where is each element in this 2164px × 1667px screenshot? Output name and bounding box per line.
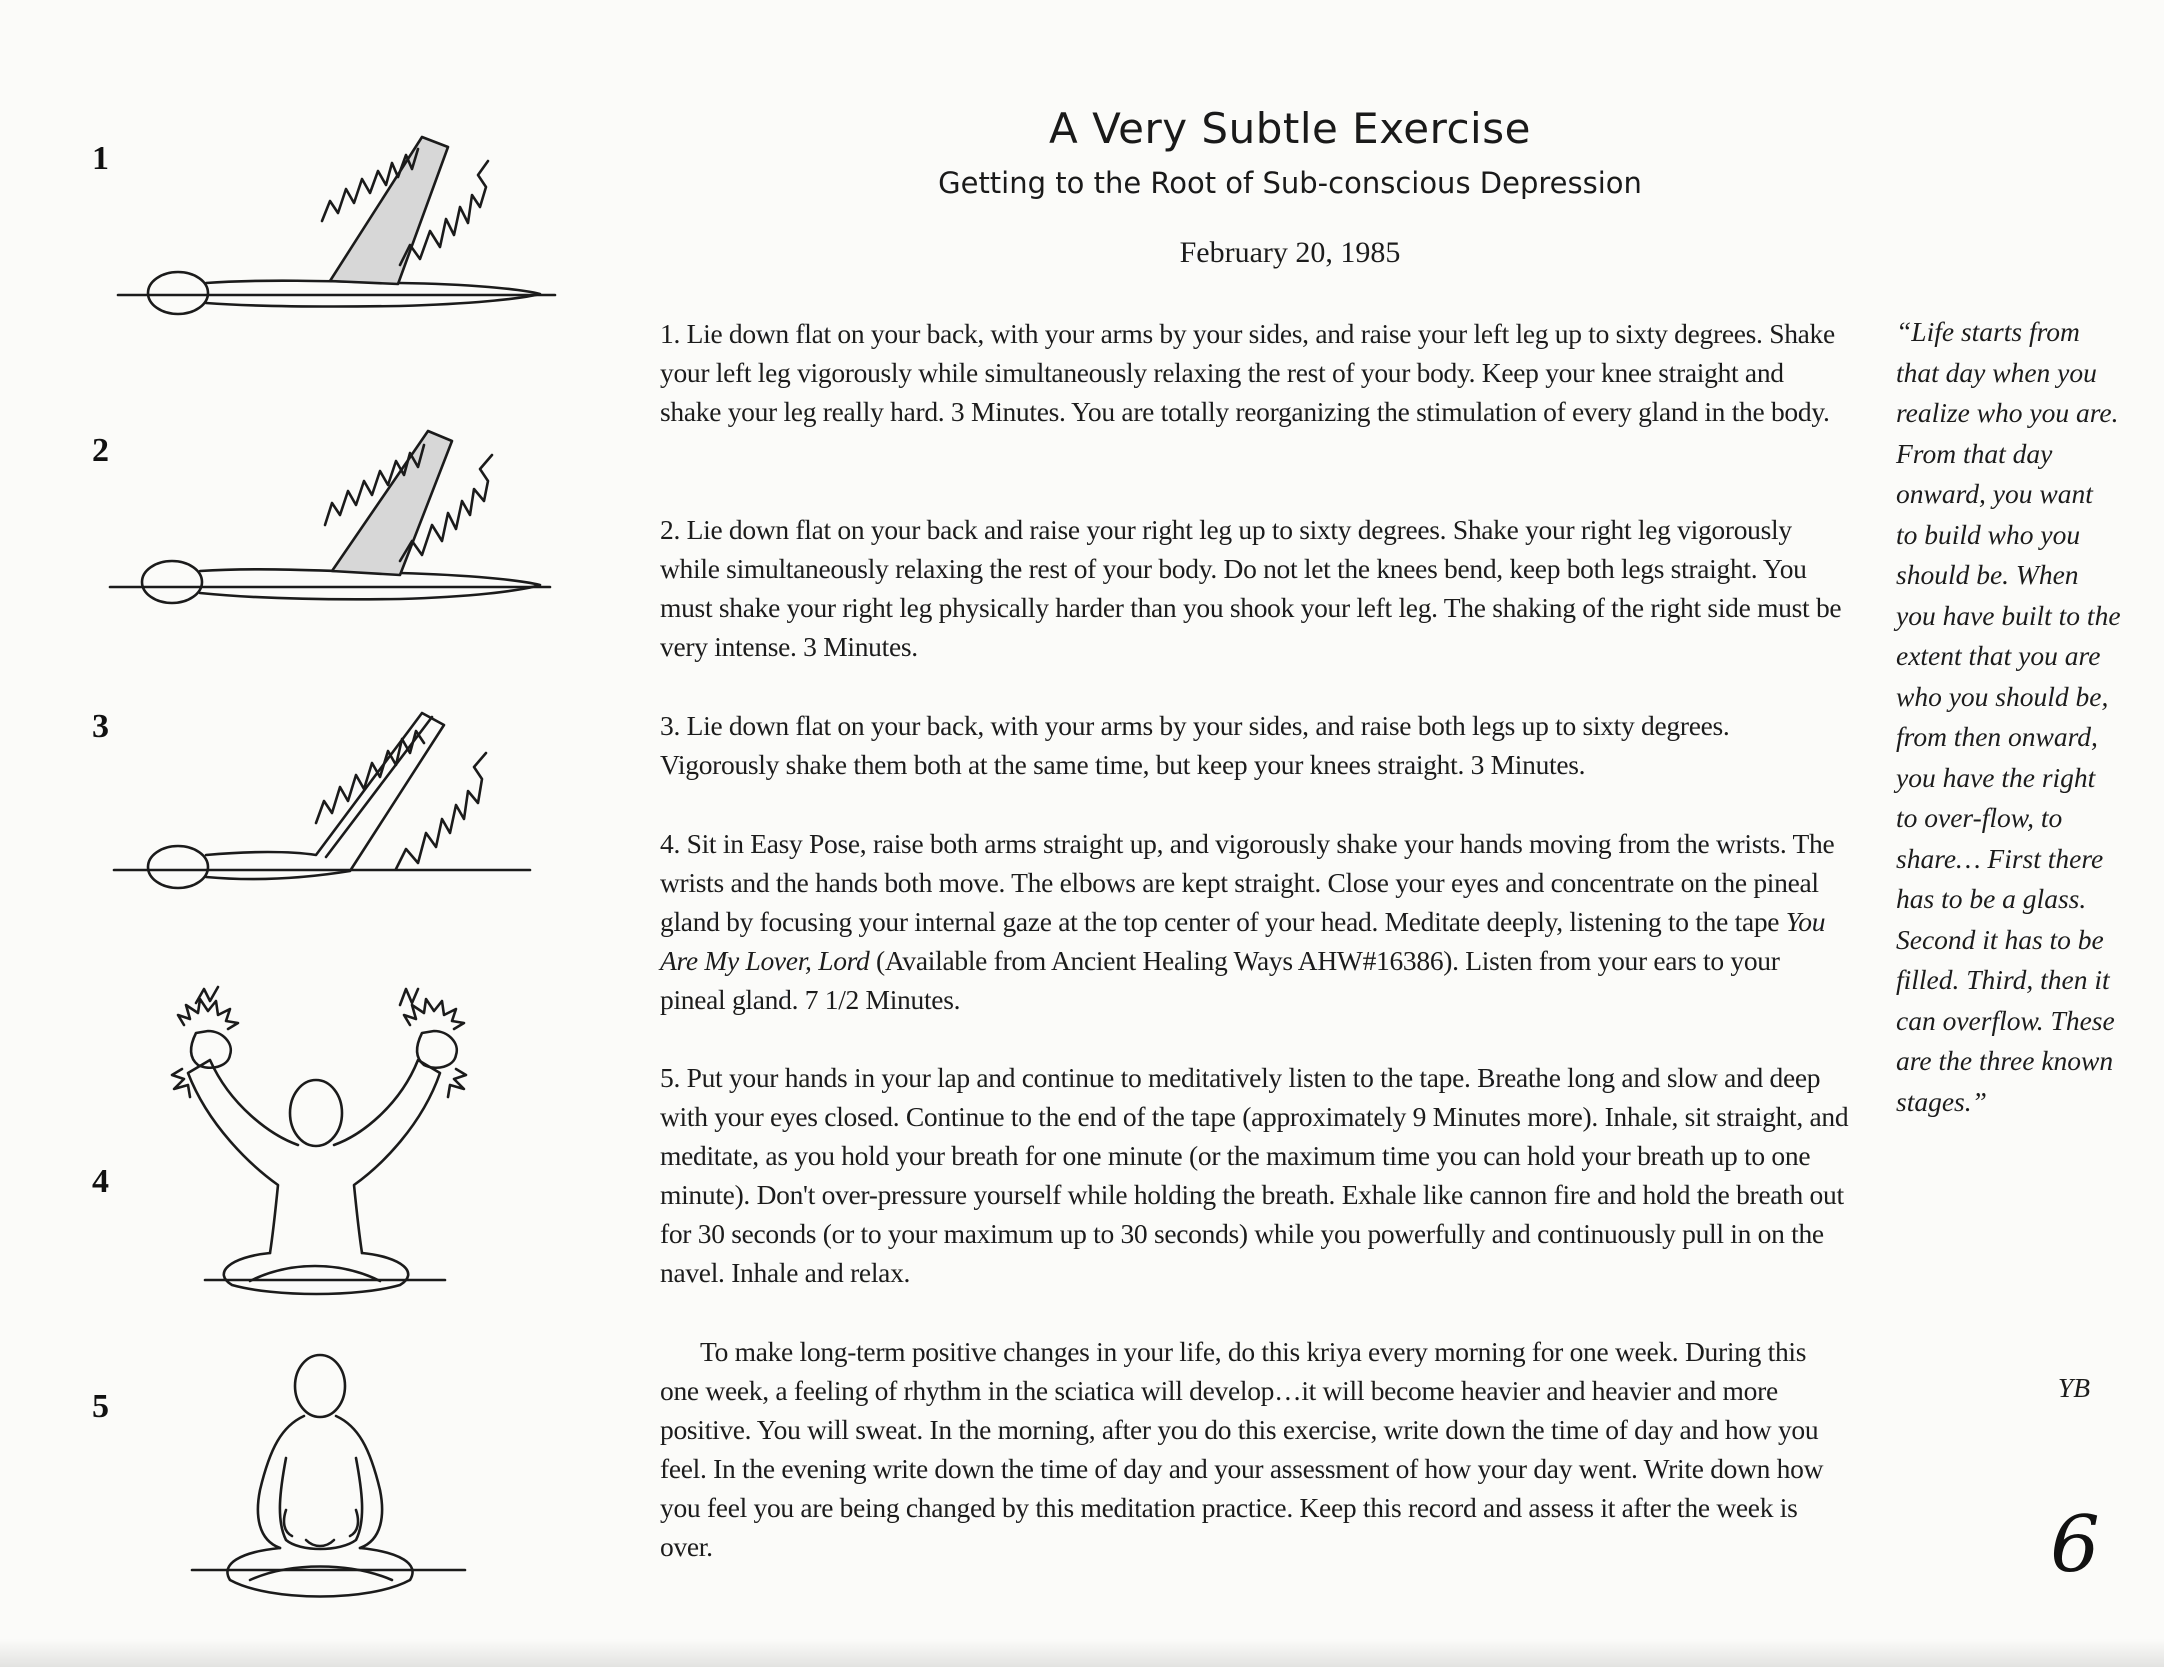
step-3-paragraph: 3. Lie down flat on your back, with your arms by your sides, and raise both legs up to sixty degrees. Vigorously shake them both at the same time, but keep your knees straight. 3 Minutes. (660, 710, 1730, 780)
quote-author: YB (2057, 1372, 2090, 1403)
step-1-paragraph: 1. Lie down flat on your back, with your arms by your sides, and raise your left leg up to sixty degrees. Shake your left leg vigorously while simultaneously relaxing the rest of your body. Keep your knee straight and shake your leg really hard. 3 Minutes. You are totally reorganizing the stimulation of every gland in the body. (660, 318, 1835, 427)
step-4-text-start: 4. Sit in Easy Pose, raise both arms straight up, and vigorously shake your hands moving from the wrists. The wrists and the hands both move. The elbows are kept straight. Close your eyes and concentrate on the pineal gland by focusing your internal gaze at the top center of your head. Meditate deeply, listening to the tape (660, 828, 1835, 937)
page-subtitle: Getting to the Root of Sub-conscious Depression (938, 166, 1642, 200)
closing-paragraph: To make long-term positive changes in your life, do this kriya every morning for one week. During this one week, a feeling of rhythm in the sciatica will develop…it will become heavier and heavier and more positive. You will sweat. In the morning, after you do this exercise, write down the time of day and how you feel. In the evening write down the time of day and your assessment of how your day went. Write down how you feel you are being changed by this meditation practice. Keep this record and assess it after the week is over. (660, 1336, 1824, 1562)
figure-number-1: 1 (92, 140, 109, 177)
page-title: A Very Subtle Exercise (1049, 104, 1531, 153)
lying-right-leg-raised-icon (100, 385, 570, 625)
page-date: February 20, 1985 (1179, 236, 1401, 269)
tape-title: You Are My Lover, Lord (660, 906, 1826, 976)
side-quote: “Life starts from that day when you realize who you are. From that day onward, you want to build who you should be. When you have built to the extent that you are who you should be, from then onward, you have the right to over-flow, to share… First there has to be a glass. Second it has to be filled. Third, then it can overflow. These are the three known stages.” (1896, 316, 2121, 1117)
page-number: 6 (2050, 1500, 2100, 1590)
figure-number-4: 4 (92, 1163, 109, 1200)
step-4-text-end: (Available from Ancient Healing Ways AHW#16386). Listen from your ears to your pineal gland. 7 1/2 Minutes. (660, 945, 1780, 1015)
step-4-paragraph (660, 824, 1850, 1019)
lying-both-legs-raised-icon (100, 655, 570, 895)
figure-number-5: 5 (92, 1388, 109, 1425)
figure-number-2: 2 (92, 432, 109, 469)
figure-number-3: 3 (92, 708, 109, 745)
seated-meditation-icon (100, 1340, 570, 1620)
step-5-paragraph: 5. Put your hands in your lap and continue to meditatively listen to the tape. Breathe long and slow and deep with your eyes closed. Continue to the end of the tape (approximately 9 Minutes more). Inhale, sit straight, and meditate, as you hold your breath for one minute (or the maximum time you can hold your breath up to one minute). Don't over-pressure yourself while holding the breath. Exhale like cannon fire and hold the breath out for 30 seconds (or to your maximum up to 30 seconds) while you powerfully and continuously pull in on the navel. Inhale and relax. (660, 1062, 1849, 1288)
seated-arms-raised-icon (100, 985, 570, 1305)
lying-left-leg-raised-icon (100, 95, 570, 335)
page-bottom-edge (0, 1639, 2164, 1667)
step-2-paragraph: 2. Lie down flat on your back and raise your right leg up to sixty degrees. Shake your right leg vigorously while simultaneously relaxing the rest of your body. Do not let the knees bend, keep both legs straight. You must shake your right leg physically harder than you shook your left leg. The shaking of the right side must be very intense. 3 Minutes. (660, 514, 1842, 662)
